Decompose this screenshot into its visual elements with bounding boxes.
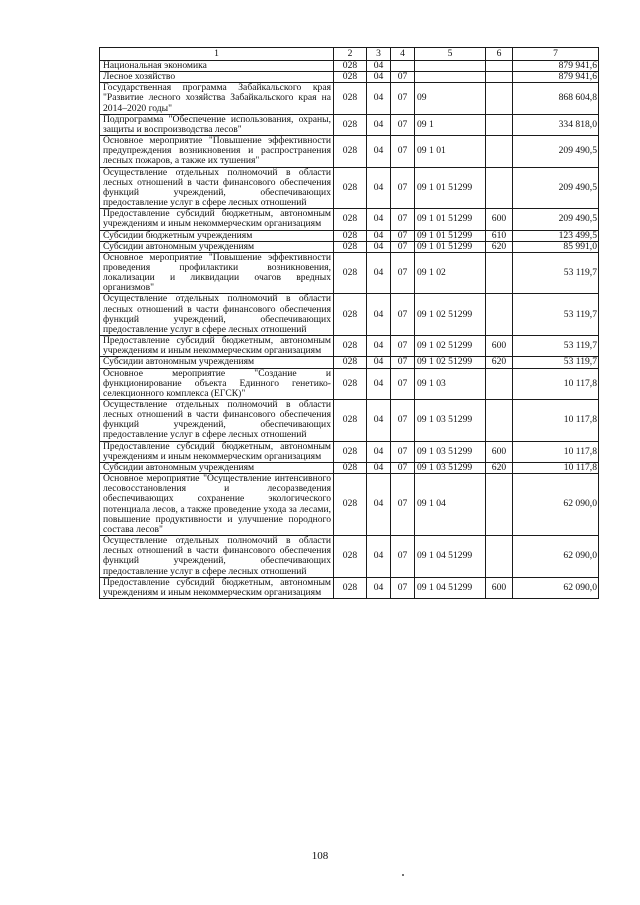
column-header: 4 [391,48,415,61]
row-name-cell: Осуществление отдельных полномочий в области лесных отношений в части финансового обеспечения функций учреждений, обеспечивающих предоставление услуг в сфере лесных отношений [100,294,334,336]
row-rz-cell: 04 [367,294,391,336]
row-pr-cell: 07 [391,252,415,294]
row-name-cell: Предоставление субсидий бюджетным, автономным учреждениям и иным некоммерческим организациям [100,336,334,357]
table-row [100,536,599,578]
row-amount-cell: 879 941,6 [513,72,599,83]
row-vr-cell: 620 [486,241,513,252]
row-vr-cell: 620 [486,462,513,473]
row-name-cell: Национальная экономика [100,61,334,72]
row-pr-cell: 07 [391,441,415,462]
row-rz-cell: 04 [367,136,391,167]
row-vr-cell [486,61,513,72]
table-row [100,336,599,357]
column-header: 7 [513,48,599,61]
row-pr-cell: 07 [391,241,415,252]
table-row [100,252,599,294]
row-gr-cell: 028 [334,357,367,368]
column-header: 6 [486,48,513,61]
row-csr-cell: 09 1 04 51299 [415,577,486,598]
row-gr-cell: 028 [334,230,367,241]
row-pr-cell: 07 [391,167,415,209]
row-vr-cell [486,114,513,135]
row-amount-cell: 879 941,6 [513,61,599,72]
row-rz-cell: 04 [367,368,391,399]
row-pr-cell: 07 [391,462,415,473]
row-pr-cell: 07 [391,114,415,135]
row-gr-cell: 028 [334,294,367,336]
row-vr-cell [486,167,513,209]
row-amount-cell: 10 117,8 [513,400,599,442]
row-vr-cell [486,368,513,399]
row-vr-cell [486,72,513,83]
table-row [100,114,599,135]
row-gr-cell: 028 [334,114,367,135]
row-csr-cell: 09 1 03 51299 [415,400,486,442]
row-vr-cell [486,252,513,294]
table-row [100,209,599,230]
row-csr-cell: 09 1 03 51299 [415,441,486,462]
row-vr-cell: 600 [486,577,513,598]
table-row [100,400,599,442]
row-csr-cell: 09 1 04 [415,474,486,536]
row-name-cell: Осуществление отдельных полномочий в области лесных отношений в части финансового обеспечения функций учреждений, обеспечивающих предоставление услуг в сфере лесных отношений [100,536,334,578]
row-csr-cell: 09 [415,83,486,114]
row-csr-cell: 09 1 01 [415,136,486,167]
row-vr-cell [486,536,513,578]
row-name-cell: Субсидии бюджетным учреждениям [100,230,334,241]
table-row [100,136,599,167]
column-header: 2 [334,48,367,61]
row-vr-cell: 600 [486,336,513,357]
row-name-cell: Субсидии автономным учреждениям [100,462,334,473]
row-csr-cell: 09 1 01 51299 [415,167,486,209]
row-pr-cell: 07 [391,536,415,578]
budget-table [99,47,599,599]
row-csr-cell [415,72,486,83]
row-rz-cell: 04 [367,462,391,473]
row-csr-cell [415,61,486,72]
row-pr-cell: 07 [391,368,415,399]
row-vr-cell: 600 [486,209,513,230]
row-amount-cell: 10 117,8 [513,441,599,462]
row-rz-cell: 04 [367,72,391,83]
row-gr-cell: 028 [334,72,367,83]
row-pr-cell [391,61,415,72]
row-vr-cell: 620 [486,357,513,368]
row-pr-cell: 07 [391,400,415,442]
row-name-cell: Государственная программа Забайкальского края "Развитие лесного хозяйства Забайкальского края на 2014–2020 годы" [100,83,334,114]
row-rz-cell: 04 [367,83,391,114]
row-name-cell: Лесное хозяйство [100,72,334,83]
row-amount-cell: 53 119,7 [513,252,599,294]
row-rz-cell: 04 [367,577,391,598]
row-gr-cell: 028 [334,167,367,209]
row-rz-cell: 04 [367,357,391,368]
row-amount-cell: 334 818,0 [513,114,599,135]
table-row [100,577,599,598]
row-amount-cell: 209 490,5 [513,167,599,209]
row-pr-cell: 07 [391,357,415,368]
row-pr-cell: 07 [391,136,415,167]
row-vr-cell [486,136,513,167]
row-gr-cell: 028 [334,400,367,442]
table-row [100,368,599,399]
row-pr-cell: 07 [391,294,415,336]
row-gr-cell: 028 [334,336,367,357]
table-row [100,83,599,114]
column-header: 5 [415,48,486,61]
row-gr-cell: 028 [334,441,367,462]
page-number: 108 [311,850,329,862]
table-row [100,72,599,83]
row-csr-cell: 09 1 02 51299 [415,294,486,336]
row-rz-cell: 04 [367,474,391,536]
row-gr-cell: 028 [334,61,367,72]
row-csr-cell: 09 1 [415,114,486,135]
row-name-cell: Субсидии автономным учреждениям [100,241,334,252]
row-pr-cell: 07 [391,474,415,536]
table-row [100,294,599,336]
row-gr-cell: 028 [334,577,367,598]
row-vr-cell [486,400,513,442]
row-name-cell: Основное мероприятие "Осуществление интенсивного лесовосстановления и лесоразведения обеспечивающих сохранение экологического потенциала лесов, а также проведение ухода за лесами, повышение продуктивности и улучшение породного состава лесов" [100,474,334,536]
table-row [100,357,599,368]
row-pr-cell: 07 [391,209,415,230]
row-amount-cell: 209 490,5 [513,209,599,230]
row-rz-cell: 04 [367,167,391,209]
row-pr-cell: 07 [391,72,415,83]
row-amount-cell: 10 117,8 [513,462,599,473]
row-name-cell: Предоставление субсидий бюджетным, автономным учреждениям и иным некоммерческим организациям [100,441,334,462]
row-vr-cell [486,294,513,336]
table-header-row [100,48,599,61]
row-vr-cell [486,474,513,536]
row-name-cell: Предоставление субсидий бюджетным, автономным учреждениям и иным некоммерческим организациям [100,577,334,598]
row-amount-cell: 53 119,7 [513,336,599,357]
table-row [100,474,599,536]
column-header: 3 [367,48,391,61]
row-gr-cell: 028 [334,241,367,252]
row-csr-cell: 09 1 01 51299 [415,230,486,241]
row-rz-cell: 04 [367,441,391,462]
row-amount-cell: 53 119,7 [513,357,599,368]
row-amount-cell: 10 117,8 [513,368,599,399]
row-gr-cell: 028 [334,136,367,167]
row-name-cell: Субсидии автономным учреждениям [100,357,334,368]
table-row [100,230,599,241]
row-amount-cell: 868 604,8 [513,83,599,114]
row-name-cell: Предоставление субсидий бюджетным, автономным учреждениям и иным некоммерческим организациям [100,209,334,230]
row-amount-cell: 62 090,0 [513,474,599,536]
row-csr-cell: 09 1 01 51299 [415,209,486,230]
row-gr-cell: 028 [334,209,367,230]
column-header: 1 [100,48,334,61]
row-gr-cell: 028 [334,474,367,536]
row-pr-cell: 07 [391,230,415,241]
row-csr-cell: 09 1 03 [415,368,486,399]
table-body [100,48,599,599]
row-amount-cell: 62 090,0 [513,536,599,578]
row-amount-cell: 53 119,7 [513,294,599,336]
row-vr-cell [486,83,513,114]
row-amount-cell: 123 499,5 [513,230,599,241]
row-csr-cell: 09 1 01 51299 [415,241,486,252]
row-gr-cell: 028 [334,462,367,473]
row-amount-cell: 209 490,5 [513,136,599,167]
row-name-cell: Основное мероприятие "Повышение эффективности проведения профилактики возникновения, локализации и ликвидации очагов вредных организмов" [100,252,334,294]
row-rz-cell: 04 [367,209,391,230]
row-amount-cell: 85 991,0 [513,241,599,252]
row-rz-cell: 04 [367,536,391,578]
row-csr-cell: 09 1 03 51299 [415,462,486,473]
row-rz-cell: 04 [367,114,391,135]
table-row [100,61,599,72]
row-rz-cell: 04 [367,61,391,72]
row-gr-cell: 028 [334,536,367,578]
row-csr-cell: 09 1 02 [415,252,486,294]
scan-speck [402,874,404,876]
row-rz-cell: 04 [367,336,391,357]
row-pr-cell: 07 [391,83,415,114]
row-name-cell: Основное мероприятие "Повышение эффективности предупреждения возникновения и распространения лесных пожаров, а также их тушения" [100,136,334,167]
row-gr-cell: 028 [334,368,367,399]
table-row [100,167,599,209]
row-name-cell: Осуществление отдельных полномочий в области лесных отношений в части финансового обеспечения функций учреждений, обеспечивающих предоставление услуг в сфере лесных отношений [100,167,334,209]
row-amount-cell: 62 090,0 [513,577,599,598]
row-gr-cell: 028 [334,83,367,114]
row-csr-cell: 09 1 02 51299 [415,357,486,368]
row-csr-cell: 09 1 04 51299 [415,536,486,578]
row-rz-cell: 04 [367,230,391,241]
row-vr-cell: 610 [486,230,513,241]
row-csr-cell: 09 1 02 51299 [415,336,486,357]
table-row [100,462,599,473]
row-vr-cell: 600 [486,441,513,462]
row-pr-cell: 07 [391,577,415,598]
row-rz-cell: 04 [367,252,391,294]
table-row [100,241,599,252]
row-name-cell: Осуществление отдельных полномочий в области лесных отношений в части финансового обеспечения функций учреждений, обеспечивающих предоставление услуг в сфере лесных отношений [100,400,334,442]
row-gr-cell: 028 [334,252,367,294]
row-name-cell: Основное мероприятие "Создание и функционирование объекта Единного генетико-селекционного комплекса (ЕГСК)" [100,368,334,399]
row-name-cell: Подпрограмма "Обеспечение использования, охраны, защиты и воспроизводства лесов" [100,114,334,135]
row-rz-cell: 04 [367,241,391,252]
row-pr-cell: 07 [391,336,415,357]
table-row [100,441,599,462]
row-rz-cell: 04 [367,400,391,442]
